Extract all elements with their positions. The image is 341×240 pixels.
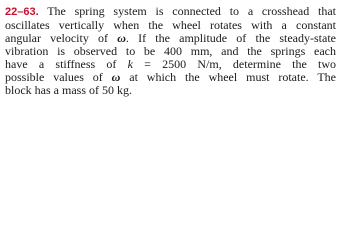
- problem-text-segment: at which the wheel must rotate. The: [120, 70, 336, 84]
- problem-text-segment: angular velocity of: [5, 31, 118, 45]
- omega-symbol: ω: [117, 31, 126, 45]
- problem-text-segment: block has a mass of 50 kg.: [5, 83, 132, 97]
- problem-line-1: [5, 5, 336, 19]
- problem-text-segment: . If the amplitude of the steady-state: [125, 31, 336, 45]
- problem-text-segment: possible values of: [5, 70, 112, 84]
- problem-text-segment: vibration is observed to be 400 mm, and the springs each: [5, 44, 336, 58]
- stiffness-variable: k: [127, 57, 133, 71]
- problem-text-segment: The spring system is connected to a crosshead that: [38, 4, 336, 18]
- problem-text-segment: = 2500 N/m, determine the two: [132, 57, 336, 71]
- problem-number: 22–63.: [5, 6, 39, 18]
- problem-text-segment: oscillates vertically when the wheel rotates with a constant: [5, 18, 336, 32]
- problem-statement: [5, 5, 336, 97]
- omega-symbol: ω: [111, 70, 121, 84]
- problem-text-segment: have a stiffness of: [5, 57, 128, 71]
- problem-line-7: [5, 84, 336, 97]
